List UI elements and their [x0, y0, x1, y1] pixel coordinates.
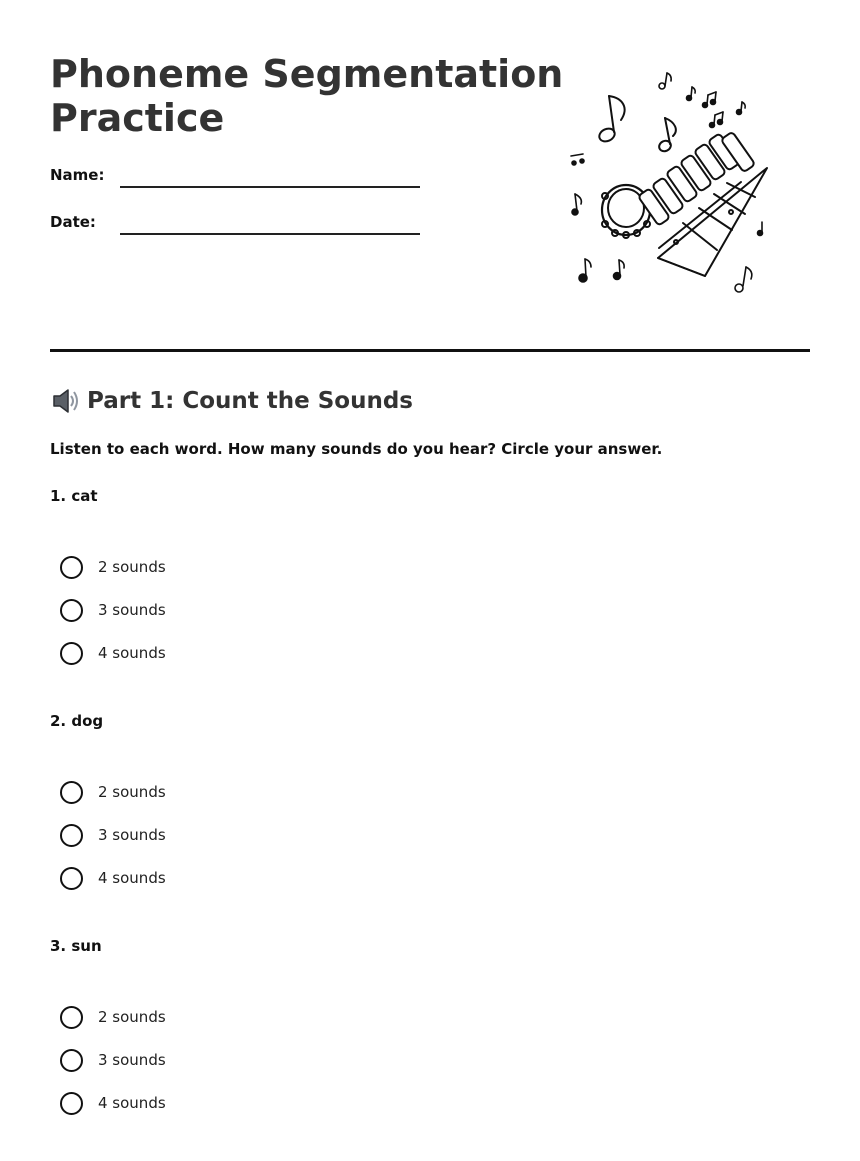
option-label: 3 sounds — [98, 601, 166, 619]
page-title: Phoneme Segmentation Practice — [50, 52, 564, 140]
section-divider — [50, 349, 810, 352]
instructions: Listen to each word. How many sounds do you hear? Circle your answer. — [50, 440, 663, 458]
answer-option[interactable] — [60, 1004, 810, 1030]
answer-option[interactable] — [60, 640, 810, 666]
option-label: 3 sounds — [98, 826, 166, 844]
radio-circle-icon[interactable] — [60, 824, 83, 847]
radio-circle-icon[interactable] — [60, 867, 83, 890]
music-note-icon — [597, 96, 624, 144]
music-instruments-icon — [555, 62, 775, 302]
answer-option[interactable] — [60, 779, 810, 805]
answer-option[interactable] — [60, 865, 810, 891]
name-label: Name: — [50, 166, 105, 184]
answer-option[interactable] — [60, 822, 810, 848]
question-3 — [50, 937, 810, 1133]
answer-option[interactable] — [60, 1090, 810, 1116]
radio-circle-icon[interactable] — [60, 1049, 83, 1072]
option-label: 2 sounds — [98, 783, 166, 801]
radio-circle-icon[interactable] — [60, 1006, 83, 1029]
answer-option[interactable] — [60, 597, 810, 623]
option-label: 4 sounds — [98, 644, 166, 662]
radio-circle-icon[interactable] — [60, 781, 83, 804]
radio-circle-icon[interactable] — [60, 599, 83, 622]
question-2 — [50, 712, 810, 908]
name-field[interactable] — [120, 186, 420, 188]
xylophone-icon — [638, 132, 767, 276]
question-label: 3. sun — [50, 937, 102, 955]
date-label: Date: — [50, 213, 96, 231]
question-label: 2. dog — [50, 712, 104, 730]
option-label: 3 sounds — [98, 1051, 166, 1069]
radio-circle-icon[interactable] — [60, 556, 83, 579]
date-field[interactable] — [120, 233, 420, 235]
question-label: 1. cat — [50, 487, 98, 505]
speaker-icon — [50, 387, 80, 415]
part1-heading-text: Part 1: Count the Sounds — [87, 388, 413, 414]
option-label: 4 sounds — [98, 869, 166, 887]
part1-heading — [50, 387, 413, 415]
option-label: 4 sounds — [98, 1094, 166, 1112]
radio-circle-icon[interactable] — [60, 642, 83, 665]
question-1 — [50, 487, 810, 683]
option-label: 2 sounds — [98, 558, 166, 576]
radio-circle-icon[interactable] — [60, 1092, 83, 1115]
answer-option[interactable] — [60, 1047, 810, 1073]
option-label: 2 sounds — [98, 1008, 166, 1026]
music-note-icon — [657, 118, 675, 153]
answer-option[interactable] — [60, 554, 810, 580]
